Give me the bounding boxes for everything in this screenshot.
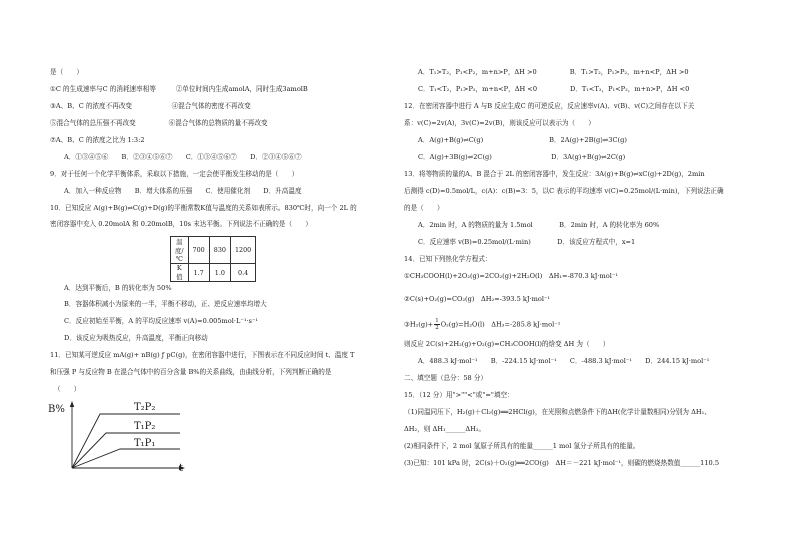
q11-stem-3: （ ） — [54, 385, 81, 393]
table-header-row — [171, 237, 256, 264]
x-axis-label: t — [179, 463, 184, 473]
q12-stem-1: 12．在密闭容器中进行 A 与B 反应生成C 的可逆反应，反应速率v(A)、v(B)、v(C)之间存在以下关 — [404, 102, 695, 110]
curve-label-t1p2: T₁P₂ — [134, 421, 156, 432]
table-cell: 830 — [209, 237, 230, 264]
q15-part1-line1: （1)同温同压下，H₂(g)＋Cl₂(g)══2HCl(g)，在光照和点燃条件下的ΔH(化学计量数相同)分别为 ΔH₁、 — [404, 408, 711, 416]
q13-stem-2: 后测得 c(D)=0.5mol/L，c(A)：c(B)=3：5，以C 表示的平均速率 v(C)=0.25mol/(L·min)，下列说法正确 — [404, 187, 724, 195]
q15-part3: (3)已知：101 kPa 时，2C(s)＋O₂(g)══2CO(g) ΔH＝－221 kJ·mol⁻¹，则碳的燃烧热数值______110.5 — [404, 459, 720, 467]
eq3-part-b: O₂(g)=H₂O(l) ΔH₃=-285.8 kJ·mol⁻¹ — [440, 320, 561, 329]
q15-part1-line2: ΔH₂，则 ΔH₁______ΔH₂。 — [404, 425, 486, 433]
thermo-equation-1: ①CH₃COOH(l)+2O₂(g)=2CO₂(g)+2H₂O(l) ΔH₁=-870.3 kJ·mol⁻¹ — [404, 272, 618, 280]
q13-stem-3: 的是（ ） — [404, 204, 444, 212]
k-value-table — [170, 236, 256, 282]
q10-stem-2: 密闭容器中充入 0.20molA 和 0.20molB，10s 末达平衡。下列说法不正确的是（ ） — [50, 220, 312, 228]
fraction-numerator: 1 — [435, 318, 439, 324]
q10-option-a: A．达到平衡后，B 的转化率为 50% — [64, 284, 172, 292]
q10-stem-1: 10．已知反应 A(g)+B(g)⇌C(g)+D(g)的平衡常数K值与温度的关系如表所示。830℃时，向一个 2L 的 — [50, 204, 357, 212]
table-cell: 0.4 — [230, 264, 255, 282]
q10-option-b: B．容器体积减小为原来的一半，平衡不移动，正、逆反应速率均增大 — [64, 300, 267, 308]
q14-question: 则反应 2C(s)+2H₂(g)+O₂(g)=CH₃COOH(l)的焓变 ΔH 为（ ） — [404, 340, 610, 348]
q11-options-cd: C．T₁<T₂，P₁>P₂，m+n<P，ΔH <0 D．T₁<T₂，P₁<P₂，m+n>P，ΔH <0 — [418, 85, 690, 93]
q8-option-line-4: ⑦A、B、C 的浓度之比为 1:3:2 — [50, 136, 145, 144]
q8-choices: A．①③④⑤⑥ B．②③④⑤⑥⑦ C．①③④⑤⑥⑦ D．②③④⑤⑥⑦ — [64, 153, 302, 161]
section-header-fill-in: 二、填空题（总分：58 分） — [404, 374, 488, 382]
y-axis-label: B% — [48, 404, 65, 415]
q8-option-line-3: ⑤混合气体的总压强不再改变 ⑥混合气体的总物质的量不再改变 — [50, 119, 268, 127]
curve-label-t1p1: T₁P₁ — [134, 438, 156, 449]
curve-t2p2 — [72, 414, 180, 468]
table-row — [171, 264, 256, 282]
q9-stem: 9．对于任何一个化学平衡体系，采取以下措施，一定会使平衡发生移动的是（ ） — [50, 170, 299, 178]
q13-options-cd: C．反应速率 v(B)=0.25mol/(L·min) D．该反应方程式中，x=1 — [418, 238, 636, 246]
table-cell: 温度/℃ — [171, 237, 189, 264]
q14-choices: A．488.3 kJ·mol⁻¹ B．-224.15 kJ·mol⁻¹ C．-488.3 kJ·mol⁻¹ D．244.15 kJ·mol⁻¹ — [418, 357, 710, 365]
table-cell: K 值 — [171, 264, 189, 282]
fraction-denominator: 2 — [435, 325, 439, 331]
q9-choices: A．加入一种反应物 B．增大体系的压强 C．使用催化剂 D．升高温度 — [64, 187, 302, 195]
thermo-equation-3 — [404, 318, 560, 331]
thermo-equation-2: ②C(s)+O₂(g)=CO₂(g) ΔH₂=-393.5 kJ·mol⁻¹ — [404, 295, 551, 303]
half-fraction — [434, 318, 440, 331]
q11-options-ab: A．T₁>T₂，P₁<P₂，m+n>P，ΔH >0 B．T₁>T₂，P₁>P₂，m+n<P，ΔH >0 — [418, 68, 689, 76]
table-cell: 1.7 — [188, 264, 209, 282]
q11-stem-1: 11．已知某可逆反应 mA(g)+ nB(g) ƒ pC(g)，在密闭容器中进行，下图表示在不同反应时间 t、温度 T — [50, 351, 355, 359]
table-cell: 700 — [188, 237, 209, 264]
q15-stem: 15．（12 分）用">""<"或"="填空： — [404, 391, 514, 399]
q12-options-ab: A．A(g)+B(g)⇌C(g) B．2A(g)+2B(g)⇌3C(g) — [418, 136, 627, 144]
q8-option-line-1: ①C 的生成速率与C 的消耗速率相等 ②单位时间内生成amolA，同时生成3amolB — [50, 85, 308, 93]
q10-option-c: C．反应初始至平衡，A 的平均反应速率 v(A)=0.005mol·L⁻¹·s⁻¹ — [64, 317, 259, 325]
q10-option-d: D．该反应为吸热反应，升高温度，平衡正向移动 — [64, 334, 208, 342]
q11-stem-2: 和压强 P 与反应物 B 在混合气体中的百分含量 B%的关系曲线，由曲线分析，下列判断正确的是 — [50, 368, 332, 376]
curve-t1p2 — [72, 433, 180, 468]
q13-stem-1: 13．将等物质的量的A、B 混合于 2L 的密闭容器中，发生反应：3A(g)+B(g)⇌xC(g)+2D(g)，2min — [404, 170, 705, 178]
table-cell: 1.0 — [209, 264, 230, 282]
table-cell: 1200 — [230, 237, 255, 264]
q8-tail: 是（ ） — [50, 68, 83, 76]
q14-stem: 14．已知下列热化学方程式： — [404, 255, 492, 263]
q15-part2: (2)相同条件下，2 mol 氢原子所具有的能量______1 mol 氢分子所具有的能量。 — [404, 442, 640, 450]
y-axis-arrow — [70, 401, 74, 407]
q8-option-line-2: ③A、B、C 的浓度不再改变 ④混合气体的密度不再改变 — [50, 102, 251, 110]
b-percent-time-graph — [48, 398, 198, 473]
curve-label-t2p2: T₂P₂ — [134, 402, 156, 413]
q13-options-ab: A．2min 时，A 的物质的量为 1.5mol B．2min 时，A 的转化率为 60% — [418, 221, 660, 229]
eq3-part-a: ③H₂(g)+ — [404, 320, 434, 329]
q12-stem-2: 系：v(C)=2v(A)，3v(C)=2v(B)，则该反应可以表示为（ ） — [404, 119, 595, 127]
q12-options-cd: C．A(g)+3B(g)⇌2C(g) D．3A(g)+B(g)⇌2C(g) — [418, 153, 626, 161]
